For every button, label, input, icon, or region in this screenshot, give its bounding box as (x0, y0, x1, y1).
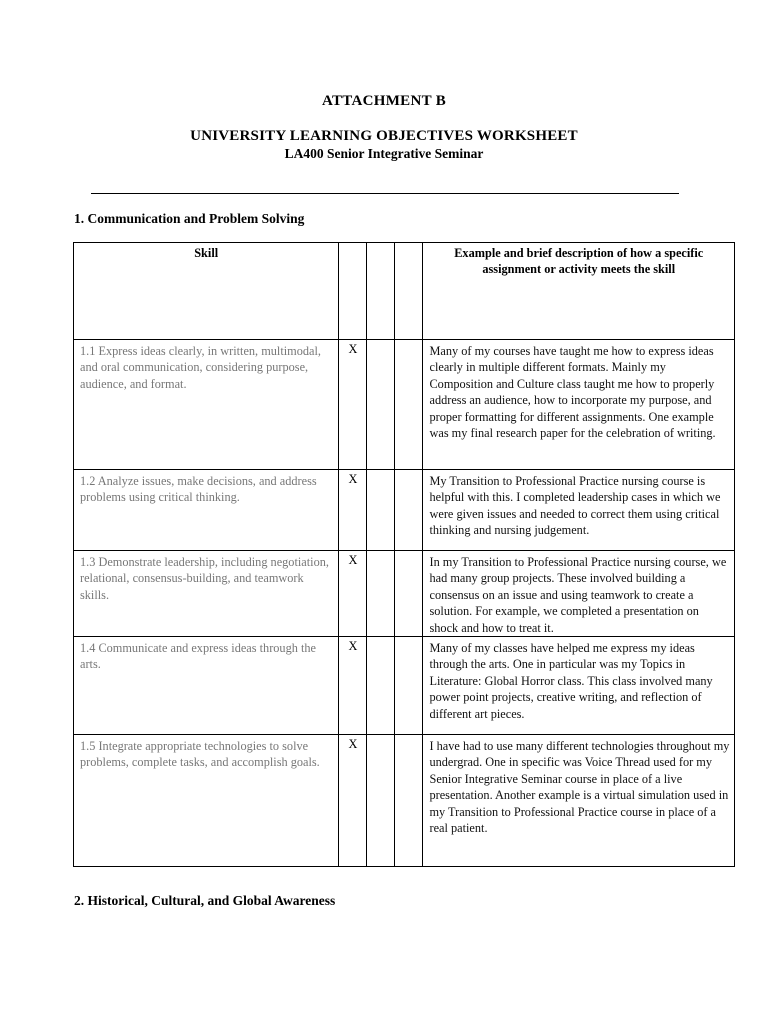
mark-cell: X (339, 340, 367, 470)
empty-cell (367, 735, 395, 867)
table-row (74, 637, 735, 735)
mark-cell: X (339, 470, 367, 551)
check-column-1-header (339, 243, 367, 340)
table-row (74, 551, 735, 637)
course-title: LA400 Senior Integrative Seminar (284, 146, 484, 161)
description-cell: In my Transition to Professional Practice nursing course, we had many group projects. These involved building a consensus on an issue and using teamwork to create a solution. For example, we completed a presentation on shock and how to treat it. (423, 551, 735, 637)
description-cell: Many of my courses have taught me how to express ideas clearly in multiple different formats. Mainly my Composition and Culture class taught me how to properly address an audience, how to incorporate my purpose, and proper formatting for different assignments. One example was my final research paper for the celebration of writing. (423, 340, 735, 470)
skill-cell: 1.1 Express ideas clearly, in written, multimodal, and oral communication, considering purpose, audience, and format. (74, 340, 339, 470)
skills-table (73, 242, 735, 867)
empty-cell (395, 340, 423, 470)
check-column-2-header (367, 243, 395, 340)
empty-cell (367, 470, 395, 551)
table-row (74, 470, 735, 551)
table-row (74, 340, 735, 470)
description-column-header: Example and brief description of how a specific assignment or activity meets the skill (423, 243, 735, 340)
horizontal-rule (91, 193, 679, 194)
table-row (74, 735, 735, 867)
empty-cell (367, 551, 395, 637)
section-2-heading: 2. Historical, Cultural, and Global Awareness (74, 893, 336, 908)
description-cell: My Transition to Professional Practice nursing course is helpful with this. I completed leadership cases in which we were given issues and needed to correct them using critical thinking and nursing judgement. (423, 470, 735, 551)
skill-column-header: Skill (74, 243, 339, 340)
skill-cell: 1.2 Analyze issues, make decisions, and address problems using critical thinking. (74, 470, 339, 551)
attachment-title: ATTACHMENT B (321, 93, 447, 109)
mark-cell: X (339, 637, 367, 735)
table-header-row (74, 243, 735, 340)
mark-cell: X (339, 551, 367, 637)
empty-cell (395, 735, 423, 867)
empty-cell (367, 340, 395, 470)
empty-cell (395, 470, 423, 551)
worksheet-title: UNIVERSITY LEARNING OBJECTIVES WORKSHEET (190, 128, 578, 144)
mark-cell: X (339, 735, 367, 867)
section-1-heading: 1. Communication and Problem Solving (74, 211, 305, 226)
empty-cell (367, 637, 395, 735)
skill-cell: 1.3 Demonstrate leadership, including negotiation, relational, consensus-building, and teamwork skills. (74, 551, 339, 637)
empty-cell (395, 637, 423, 735)
description-cell: Many of my classes have helped me express my ideas through the arts. One in particular was my Topics in Literature: Global Horror class. This class involved many power point projects, creative writing, and reflection of different art pieces. (423, 637, 735, 735)
empty-cell (395, 551, 423, 637)
description-cell: I have had to use many different technologies throughout my undergrad. One in specific was Voice Thread used for my Senior Integrative Seminar course in place of a live presentation. Another example is a virtual simulation used in my Transition to Professional Practice course in place of a real patient. (423, 735, 735, 867)
skill-cell: 1.5 Integrate appropriate technologies to solve problems, complete tasks, and accomplish goals. (74, 735, 339, 867)
skill-cell: 1.4 Communicate and express ideas through the arts. (74, 637, 339, 735)
check-column-3-header (395, 243, 423, 340)
